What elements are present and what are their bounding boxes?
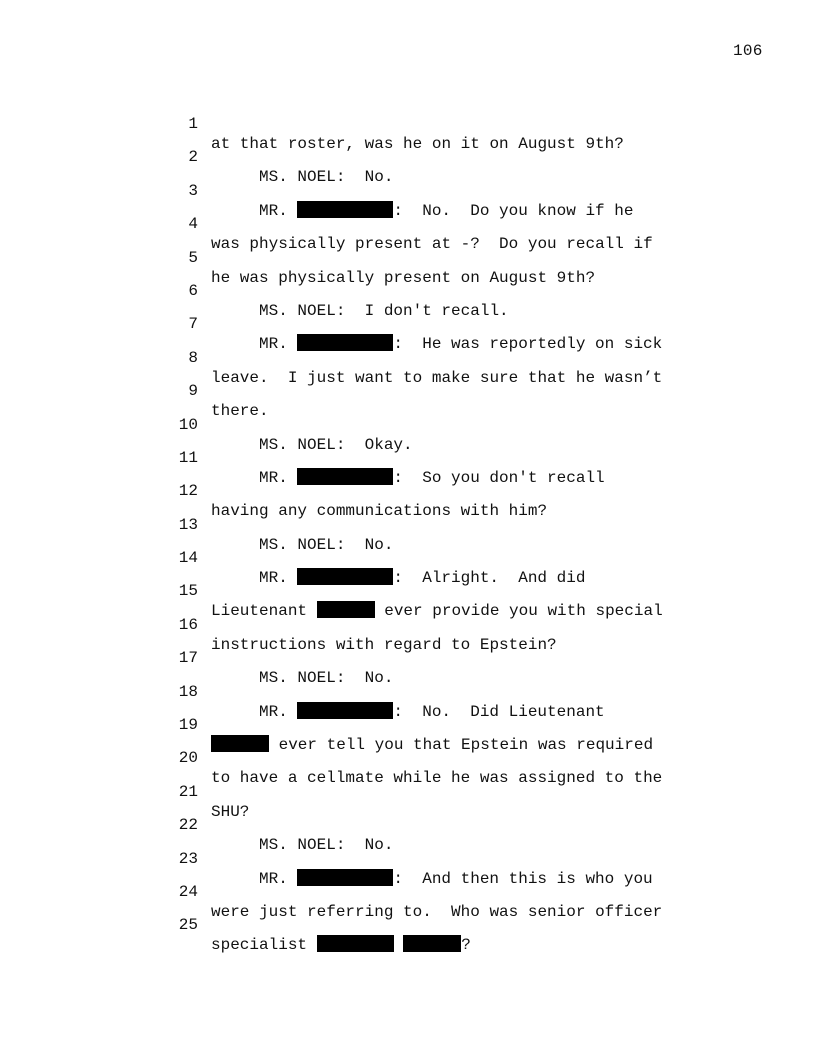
line-number: 19 — [178, 716, 198, 735]
line-number: 10 — [178, 415, 198, 434]
line-number: 3 — [188, 181, 198, 200]
line-number: 20 — [178, 749, 198, 768]
transcript-line — [0, 161, 816, 220]
transcript-line — [0, 895, 816, 955]
line-text: SHU? — [211, 802, 250, 821]
transcript-line — [0, 94, 816, 153]
transcript-line — [0, 328, 816, 387]
line-text: MS. NOEL: No. — [259, 168, 394, 187]
transcript-line — [0, 461, 816, 521]
line-text: MS. NOEL: No. — [259, 669, 394, 688]
line-number: 25 — [178, 916, 198, 935]
line-number: 21 — [178, 782, 198, 801]
line-text: at that roster, was he on it on August 9th? — [211, 135, 624, 153]
line-text: having any communications with him? — [211, 502, 548, 521]
redaction-box — [317, 935, 394, 952]
transcript-line — [0, 194, 816, 254]
transcript-line — [0, 795, 816, 855]
line-text: he was physically present on August 9th? — [211, 268, 596, 287]
transcript-line — [0, 595, 816, 654]
transcript-line — [0, 428, 816, 487]
transcript-line — [0, 862, 816, 921]
line-text: MR. : No. Did Lieutenant — [259, 702, 605, 721]
line-text: was physically present at -? Do you recall if — [211, 235, 653, 254]
page-number: 106 — [733, 42, 763, 60]
line-text: MR. : Alright. And did — [259, 569, 586, 588]
transcript-line — [0, 762, 816, 821]
line-number: 2 — [188, 148, 198, 167]
transcript-line — [0, 561, 816, 621]
line-text: specialist ? — [211, 936, 471, 955]
line-text: MS. NOEL: I don't recall. — [259, 301, 509, 320]
transcript-line — [0, 361, 816, 421]
transcript-line — [0, 628, 816, 688]
transcript-line — [0, 829, 816, 888]
transcript-body — [0, 94, 816, 955]
line-number: 12 — [178, 482, 198, 501]
line-number: 16 — [178, 615, 198, 634]
line-number: 11 — [178, 448, 198, 467]
line-number: 24 — [178, 882, 198, 901]
line-text: MR. : He was reportedly on sick — [259, 335, 663, 354]
line-text: MR. : And then this is who you — [259, 869, 653, 888]
transcript-line — [0, 261, 816, 320]
line-text: to have a cellmate while he was assigned to the — [211, 769, 663, 788]
line-number: 7 — [188, 315, 198, 334]
line-text: ever tell you that Epstein was required — [211, 735, 653, 755]
transcript-line — [0, 728, 816, 788]
transcript-line — [0, 528, 816, 588]
line-number: 13 — [178, 515, 198, 534]
line-text: leave. I just want to make sure that he wasn’t — [211, 368, 663, 387]
transcript-line — [0, 395, 816, 454]
transcript-line — [0, 228, 816, 287]
line-number: 23 — [178, 849, 198, 868]
line-text: Lieutenant ever provide you with special — [211, 602, 663, 621]
transcript-line — [0, 495, 816, 554]
line-number: 14 — [178, 549, 198, 568]
line-number: 22 — [178, 816, 198, 835]
line-number: 6 — [188, 281, 198, 300]
line-text: MS. NOEL: No. — [259, 535, 394, 554]
line-text: instructions with regard to Epstein? — [211, 635, 557, 654]
line-number: 15 — [178, 582, 198, 601]
line-number: 17 — [178, 649, 198, 668]
line-text: were just referring to. Who was senior officer — [211, 902, 663, 921]
line-text: there. — [211, 402, 269, 421]
line-number: 9 — [188, 382, 198, 401]
line-text: MS. NOEL: No. — [259, 836, 394, 855]
transcript-line — [0, 662, 816, 721]
transcript-line — [0, 695, 816, 755]
line-number: 5 — [188, 248, 198, 267]
line-number: 1 — [188, 115, 198, 133]
transcript-line — [0, 127, 816, 187]
redaction-box — [403, 935, 461, 952]
line-number: 4 — [188, 215, 198, 234]
line-text: MR. : So you don't recall — [259, 468, 605, 487]
line-text: MS. NOEL: Okay. — [259, 435, 413, 454]
line-text: MR. : No. Do you know if he — [259, 201, 634, 220]
line-number: 8 — [188, 348, 198, 367]
line-number: 18 — [178, 682, 198, 701]
transcript-line — [0, 294, 816, 354]
